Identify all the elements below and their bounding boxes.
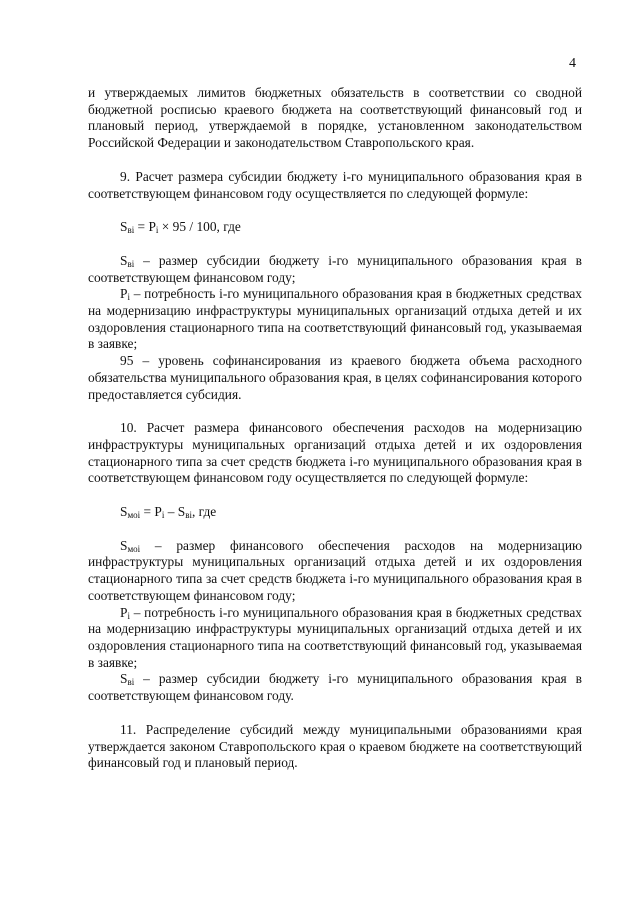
paragraph-10: 10. Расчет размера финансового обеспечения расходов на модернизацию инфраструктуры муниципальных организаций отдыха детей и их оздоровления стационарного типа за счет средств бюджета i-го муниципального образования края в соответствующем финансовом году осуществляется по следующей формуле: (88, 420, 582, 486)
definition-p-i-2: $P_i$ – потребность i-го муниципального образования края в бюджетных средствах на модернизацию инфраструктуры муниципальных организаций отдыха детей и их оздоровления стационарного типа на соответствующий финансовый год, указываемая в заявке; (88, 604, 582, 670)
definition-s-moi: $S_{мoi}$ – размер финансового обеспечения расходов на модернизацию инфраструктуры муниципальных организаций отдыха детей и их оздоровления стационарного типа за счет средств бюджета i-го муниципального образования края в соответствующем финансовом году; (88, 537, 582, 603)
formula-subsidy: $S_{вi} = P_i \times 95 / 100$, где (120, 219, 241, 236)
paragraph-intro: и утверждаемых лимитов бюджетных обязательств в соответствии со сводной бюджетной росписью краевого бюджета на соответствующий финансовый год и плановый период, утверждаемой в порядке, установленном законодательством Российской Федерации и законодательством Ставропольского края. (88, 85, 582, 151)
page-number: 4 (569, 56, 576, 71)
definition-p-i: $P_i$ – потребность i-го муниципального образования края в бюджетных средствах на модернизацию инфраструктуры муниципальных организаций отдыха детей и их оздоровления стационарного типа на соответствующий финансовый год, указываемая в заявке; (88, 286, 582, 352)
paragraph-9: 9. Расчет размера субсидии бюджету i-го муниципального образования края в соответствующем финансовом году осуществляется по следующей формуле: (88, 168, 582, 201)
definition-s-vi-2: $S_{вi}$ – размер субсидии бюджету i-го муниципального образования края в соответствующем финансовом году. (88, 671, 582, 704)
formula-municipal-funding: $S_{мoi} = P_i - S_{вi}$, где (120, 504, 217, 521)
definition-95: 95 – уровень софинансирования из краевого бюджета объема расходного обязательства муниципального образования края, в целях софинансирования которого предоставляется субсидия. (88, 353, 582, 402)
definition-s-vi: $S_{вi}$ – размер субсидии бюджету i-го муниципального образования края в соответствующем финансовом году; (88, 252, 582, 285)
paragraph-11: 11. Распределение субсидий между муниципальными образованиями края утверждается законом Ставропольского края о краевом бюджете на соответствующий финансовый год и плановый период. (88, 721, 582, 771)
document-body (88, 85, 582, 772)
